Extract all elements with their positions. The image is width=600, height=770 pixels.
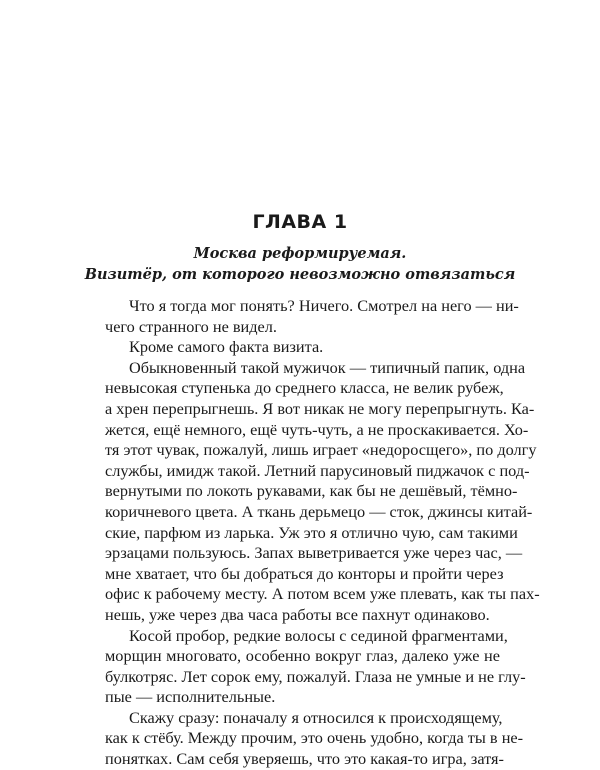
text-line: вернутыми по локоть рукавами, как бы не дешёвый, тёмно- <box>105 481 518 501</box>
text-line: Что я тогда мог понять? Ничего. Смотрел на него — ни- <box>129 296 519 315</box>
body-text <box>105 296 540 770</box>
text-line: коричневого цвета. А ткань дерьмецо — сток, джинсы китай- <box>105 501 533 521</box>
text-line: Кроме самого факта визита. <box>129 337 324 357</box>
text-line: булкотряс. Лет сорок ему, пожалуй. Глаза не умные и не глу- <box>105 666 526 686</box>
text-line: мне хватает, что бы добраться до конторы и пройти через <box>105 563 504 583</box>
text-line: Косой пробор, редкие волосы с сединой фрагментами, <box>129 625 508 645</box>
text-line: Скажу сразу: поначалу я относился к происходящему, <box>129 707 503 727</box>
text-line: службы, имидж такой. Летний парусиновый пиджачок с под- <box>105 460 530 480</box>
text-line: ские, парфюм из ларька. Уж это я отлично чую, сам такими <box>105 522 518 542</box>
text-line: Обыкновенный такой мужичок — типичный папик, одна <box>129 357 526 377</box>
text-line: пые — исполнительные. <box>105 687 276 707</box>
text-line: офис к рабочему месту. А потом всем уже плевать, как ты пах- <box>105 584 540 604</box>
text-line: эрзацами пользуюсь. Запах выветривается уже через час, — <box>105 543 523 563</box>
text-line: чего странного не видел. <box>105 316 277 336</box>
text-line: жется, ещё немного, ещё чуть-чуть, а не проскакивается. Хо- <box>105 419 529 439</box>
subtitle-line: Москва реформируемая. <box>193 245 407 262</box>
subtitle-line: Визитёр, от которого невозможно отвязаться <box>84 265 516 283</box>
text-line: невысокая ступенька до среднего класса, не велик рубеж, <box>105 378 504 398</box>
text-line: как к стёбу. Между прочим, это очень удобно, когда ты в не- <box>105 728 524 748</box>
text-line: нешь, уже через два часа работы все пахнут одинаково. <box>105 604 490 624</box>
text-line: а хрен перепрыгнешь. Я вот никак не могу перепрыгнуть. Ка- <box>105 398 535 418</box>
chapter-subtitle <box>0 244 600 285</box>
text-line: морщин многовато, особенно вокруг глаз, далеко уже не <box>105 646 500 666</box>
chapter-title: ГЛАВА 1 <box>252 211 348 233</box>
text-line: тя этот чувак, пожалуй, лишь играет «недоросщего», по долгу <box>105 440 537 460</box>
text-line: понятках. Сам себя уверяешь, что это какая-то игра, затя- <box>105 749 504 769</box>
